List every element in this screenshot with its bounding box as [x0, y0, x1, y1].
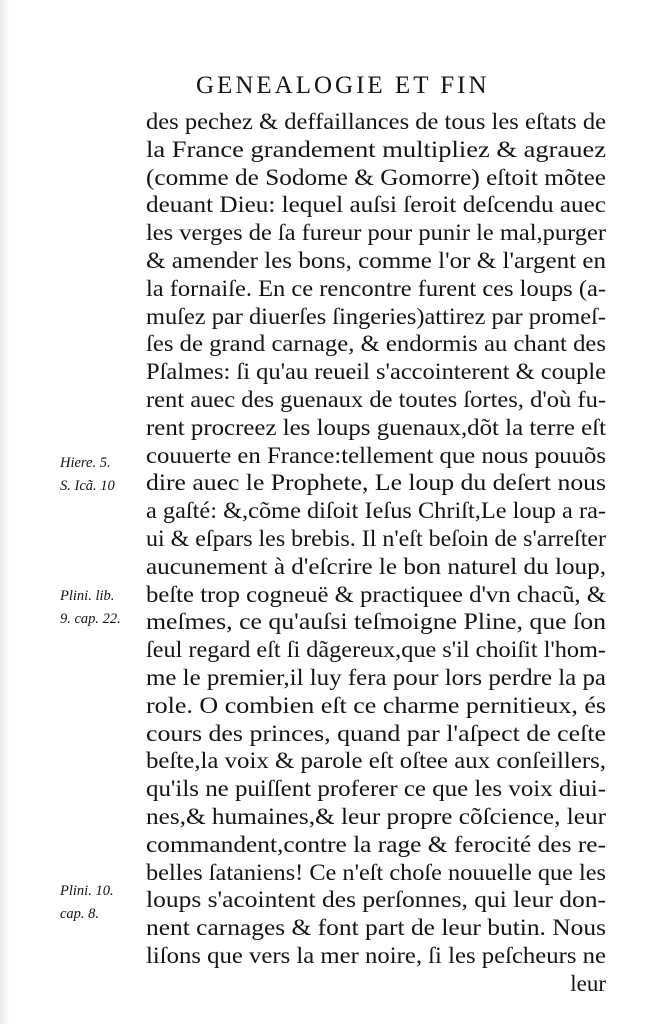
margin-note-line: S. Icã. 10: [60, 478, 115, 494]
text-line: rent auec des guenaux de toutes ſortes, d'où fu-: [146, 386, 606, 412]
text-line: la fornaiſe. En ce rencontre furent ces loups (a-: [146, 275, 606, 301]
text-line: me le premier,il luy fera pour lors perdre la pa: [146, 664, 606, 690]
margin-note-pline-2: [60, 880, 150, 926]
text-line: aucunement à d'eſcrire le bon naturel du loup,: [146, 553, 606, 579]
text-line: ui & eſpars les brebis. Il n'eſt beſoin de s'arreſter: [146, 525, 606, 551]
margin-note-line: Plini. 10.: [60, 883, 114, 899]
text-line: liſons que vers la mer noire, ſi les peſcheurs ne: [146, 942, 606, 968]
text-line: couuerte en France:tellement que nous pouuõs: [146, 442, 606, 468]
margin-note-hieremie: [60, 452, 150, 498]
text-line: belles ſataniens! Ce n'eſt choſe nouuelle que les: [146, 859, 606, 885]
text-line: les verges de ſa fureur pour punir le mal,purger: [146, 220, 606, 246]
page-edge-shadow: [0, 0, 10, 1024]
text-line: loups s'acointent des perſonnes, qui leur don-: [146, 887, 606, 913]
text-line: cours des princes, quand par l'aſpect de ceſte: [146, 720, 606, 746]
margin-note-pline: [60, 585, 150, 631]
text-line: a gaſté: &,cõme diſoit Ieſus Chriſt,Le loup a ra-: [146, 498, 606, 524]
body-text: [146, 108, 606, 998]
text-line: dire auec le Prophete, Le loup du deſert nous: [146, 470, 606, 496]
text-line: Pſalmes: ſi qu'au reueil s'accointerent & couple: [146, 359, 606, 385]
text-line: beſte trop cogneuë & practiquee d'vn chacũ, &: [146, 581, 606, 607]
text-line: (comme de Sodome & Gomorre) eſtoit mõtee: [146, 164, 606, 190]
text-line: des pechez & deffaillances de tous les eſtats de: [146, 109, 606, 134]
margin-note-line: 9. cap. 22.: [60, 611, 121, 627]
margin-note-line: cap. 8.: [60, 906, 100, 922]
text-line: & amender les bons, comme l'or & l'argent en: [146, 247, 606, 273]
text-line: beſte,la voix & parole eſt oſtee aux conſeillers,: [146, 748, 606, 774]
margin-note-line: Plini. lib.: [60, 588, 115, 604]
text-line: deuant Dieu: lequel auſsi ſeroit deſcendu auec: [146, 192, 606, 218]
text-line: ſeul regard eſt ſi dãgereux,que s'il choiſit l'hom-: [146, 637, 606, 663]
text-line: muſez par diuerſes ſingeries)attirez par promeſ-: [146, 303, 606, 329]
text-line: qu'ils ne puiſſent proferer ce que les voix diui-: [146, 776, 606, 802]
text-line: role. O combien eſt ce charme pernitieux, és: [146, 692, 606, 718]
running-head: GENEALOGIE ET FIN: [196, 72, 490, 99]
text-line: la France grandement multipliez & agrauez: [146, 136, 606, 162]
text-line: meſmes, ce qu'auſsi teſmoigne Pline, que ſon: [146, 609, 606, 635]
text-line: nes,& humaines,& leur propre cõſcience, leur: [146, 803, 606, 829]
text-line: rent procreez les loups guenaux,dõt la terre eſt: [146, 414, 606, 440]
margin-note-line: Hiere. 5.: [60, 455, 111, 471]
catchword: leur: [570, 970, 606, 996]
text-line: nent carnages & font part de leur butin. Nous: [146, 915, 606, 941]
text-line: ſes de grand carnage, & endormis au chant des: [146, 331, 606, 357]
text-line: commandent,contre la rage & ferocité des re-: [146, 831, 606, 857]
